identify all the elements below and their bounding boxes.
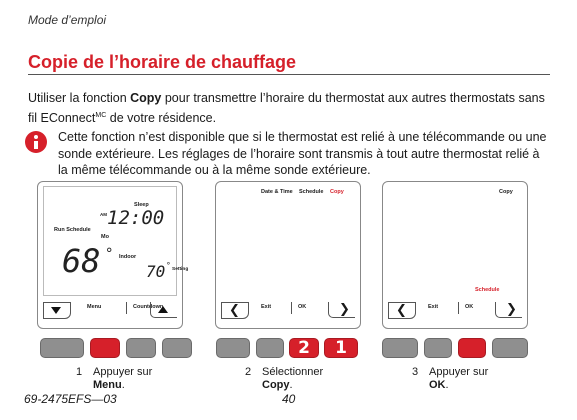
page-number: 40: [282, 392, 296, 406]
right-chevron-icon: ❯: [506, 302, 517, 317]
intro-sup: MC: [95, 112, 107, 119]
softkey-exit[interactable]: Exit: [428, 304, 439, 310]
intro-post: de votre résidence.: [106, 111, 217, 126]
step-3-bold: OK: [429, 379, 446, 391]
softkey-exit[interactable]: Exit: [261, 304, 272, 310]
hardware-button[interactable]: [424, 338, 452, 358]
hardware-button[interactable]: [256, 338, 284, 358]
down-arrow-button[interactable]: [43, 302, 71, 319]
softkey-bar: [221, 300, 355, 320]
intro-bold: Copy: [130, 91, 162, 105]
softkey-ok[interactable]: OK: [465, 304, 474, 310]
right-chevron-icon: ❯: [339, 302, 350, 317]
indoor-temp-display: 68: [62, 242, 101, 280]
step-3-end: .: [445, 379, 449, 391]
right-arrow-button[interactable]: [328, 302, 355, 318]
menu-item-schedule[interactable]: Schedule: [299, 189, 324, 195]
up-arrow-button[interactable]: [150, 302, 177, 318]
thermostat-screen-home: [37, 181, 189, 329]
left-arrow-button[interactable]: [221, 302, 249, 319]
step-1-label: Appuyer sur: [93, 366, 153, 378]
time-display: 12:00: [107, 207, 165, 229]
step-3-label: Appuyer sur: [429, 366, 489, 378]
hardware-button[interactable]: [40, 338, 84, 358]
step-3-text: [429, 366, 488, 392]
section-label: Mode d’emploi: [28, 13, 107, 27]
softkey-bar: [43, 300, 177, 320]
down-arrow-icon: [51, 307, 61, 314]
hardware-button[interactable]: [216, 338, 250, 358]
softkey-divider: [126, 302, 127, 314]
hardware-button[interactable]: [492, 338, 528, 358]
left-chevron-icon: ❮: [229, 303, 240, 318]
sleep-label: Sleep: [134, 202, 149, 208]
right-arrow-button[interactable]: [495, 302, 522, 318]
thermostat-screen-copy: [382, 181, 528, 329]
hardware-button[interactable]: [126, 338, 156, 358]
step-1-bold: Menu: [93, 379, 122, 391]
note-paragraph: Cette fonction n’est disponible que si le thermostat est relié à une télécommande ou une sonde extérieure. Les réglages de l’horaire sont transmis à tout autre thermostat relié à la même télécommande ou à la même sonde extérieure.: [58, 130, 547, 177]
ok-hardware-button[interactable]: [458, 338, 486, 358]
setting-temp-display: 70: [146, 262, 166, 281]
left-arrow-button[interactable]: [388, 302, 416, 319]
schedule-option[interactable]: Schedule: [475, 287, 500, 293]
step-1-number: 1: [76, 366, 83, 378]
menu-hardware-button[interactable]: [90, 338, 120, 358]
step-1-end: .: [121, 379, 125, 391]
step-2-text: [262, 366, 323, 392]
hardware-button[interactable]: [162, 338, 192, 358]
day-label: Mo: [101, 234, 109, 240]
step-2-number: 2: [245, 366, 252, 378]
step-3-number: 3: [412, 366, 419, 378]
softkey-bar: [388, 300, 522, 320]
thermostat-screen-menu: [215, 181, 361, 329]
step-2-bold: Copy: [262, 379, 290, 391]
step-2-label: Sélectionner: [262, 366, 324, 378]
hardware-button[interactable]: [382, 338, 418, 358]
info-icon: [25, 131, 47, 153]
am-label: AM: [100, 212, 107, 217]
step-2-end: .: [289, 379, 293, 391]
indoor-degree: °: [105, 246, 114, 262]
softkey-menu[interactable]: Menu: [87, 304, 102, 310]
softkey-divider: [458, 302, 459, 314]
step-1-text: [93, 366, 152, 392]
intro-pre: Utiliser la fonction: [28, 91, 131, 105]
title-divider: [28, 74, 550, 75]
indoor-label: Indoor: [119, 254, 137, 260]
document-code: 69-2475EFS—03: [24, 392, 117, 406]
left-chevron-icon: ❮: [396, 303, 407, 318]
softkey-divider: [291, 302, 292, 314]
up-arrow-icon: [158, 306, 168, 313]
setting-degree: °: [166, 261, 171, 270]
copy-label: Copy: [499, 189, 513, 195]
menu-item-copy[interactable]: Copy: [330, 189, 344, 195]
right-hardware-button[interactable]: 1: [324, 338, 358, 358]
softkey-countdown[interactable]: Countdown: [133, 304, 164, 310]
ok-hardware-button[interactable]: 2: [289, 338, 319, 358]
intro-mid: pour transmettre l’horaire du thermostat aux autres thermostats sans fil EConnect: [28, 91, 545, 126]
run-schedule-label: Run Schedule: [54, 227, 91, 233]
lcd-display: [388, 186, 522, 296]
setting-label: Setting: [172, 267, 189, 272]
menu-item-date-time[interactable]: Date & Time: [261, 189, 293, 195]
lcd-display: [43, 186, 189, 296]
softkey-ok[interactable]: OK: [298, 304, 307, 310]
lcd-display: [221, 186, 355, 296]
intro-paragraph: [28, 90, 548, 127]
page-title: Copie de l’horaire de chauffage: [28, 52, 297, 72]
